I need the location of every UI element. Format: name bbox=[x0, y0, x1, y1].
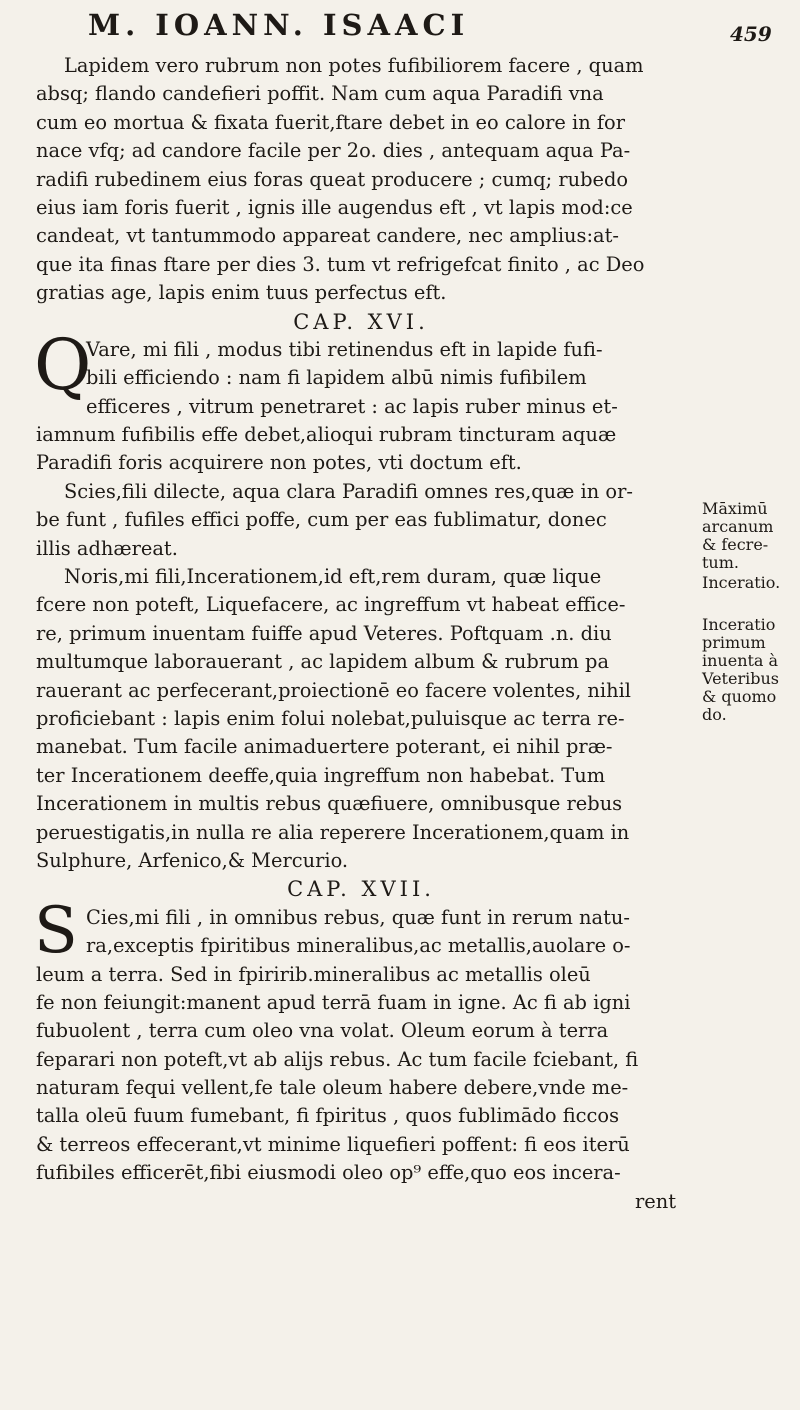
margin-note-line: inuenta à bbox=[702, 651, 779, 670]
text-line: cum eo mortua & fixata fuerit,ftare debet in eo calore in for bbox=[36, 110, 626, 134]
text-line-content: Vare, mi fili , modus tibi retinendus eft in lapide fufi- bbox=[86, 337, 603, 361]
margin-note-line: primum bbox=[702, 633, 766, 652]
margin-note-line: tum. bbox=[702, 553, 739, 572]
margin-note-line: do. bbox=[702, 705, 727, 724]
paragraph-noris bbox=[36, 563, 686, 875]
text-line: manebat. Tum facile animaduertere poterant, ei nihil præ- bbox=[36, 735, 613, 759]
margin-note-line: Veteribus bbox=[702, 669, 779, 688]
main-text bbox=[36, 52, 686, 1216]
text-line: iamnum fufibilis effe debet,alioqui rubram tincturam aquæ bbox=[36, 423, 617, 447]
text-line: & terreos effecerant,vt minime liquefieri poffent: fi eos iterū bbox=[36, 1132, 630, 1156]
text-line: Scies,fili dilecte, aqua clara Paradifi omnes res,quæ in or- bbox=[64, 479, 633, 503]
text-line: Sulphure, Arfenico,& Mercurio. bbox=[36, 848, 349, 872]
margin-note-line: & fecre- bbox=[702, 535, 769, 554]
text-line: fufibiles efficerēt,fibi eiusmodi oleo op⁹ effe,quo eos incera- bbox=[36, 1161, 621, 1185]
text-line: multumque laborauerant , ac lapidem album & rubrum pa bbox=[36, 650, 610, 674]
text-line: Lapidem vero rubrum non potes fufibiliorem facere , quam bbox=[64, 54, 644, 77]
text-line: rauerant ac perfecerant,proiectionē eo facere volentes, nihil bbox=[36, 678, 631, 702]
drop-cap: S bbox=[34, 893, 78, 968]
text-line: illis adhæreat. bbox=[36, 536, 178, 560]
text-line: leum a terra. Sed in fpiririb.mineralibus ac metallis oleū bbox=[36, 962, 591, 986]
text-line-content: Cies,mi fili , in omnibus rebus, quæ funt in rerum natu- bbox=[86, 905, 630, 929]
text-line: gratias age, lapis enim tuus perfectus eft. bbox=[36, 281, 447, 305]
margin-note-line: arcanum bbox=[702, 517, 774, 536]
margin-note-line: Inceratio. bbox=[702, 573, 781, 592]
paragraph-scies bbox=[36, 478, 686, 563]
drop-cap: Q bbox=[34, 323, 92, 406]
text-line: efficeres , vitrum penetraret : ac lapis ruber minus et- bbox=[86, 394, 618, 418]
text-line: ter Incerationem deeffe,quia ingreffum non habebat. Tum bbox=[36, 763, 606, 787]
text-line: Incerationem in multis rebus quæfiuere, omnibusque rebus bbox=[36, 792, 623, 816]
text-line: be funt , fufiles effici poffe, cum per eas fublimatur, donec bbox=[36, 508, 607, 532]
running-head: M. IOANN. ISAACI bbox=[88, 8, 470, 42]
chapter-heading-16: CAP. XVI. bbox=[293, 309, 429, 334]
text-line: re, primum inuentam fuiffe apud Veteres. Poftquam .n. diu bbox=[36, 621, 612, 645]
text-line: fcere non poteft, Liquefacere, ac ingreffum vt habeat effice- bbox=[36, 593, 626, 617]
text-line: absq; flando candefieri poffit. Nam cum aqua Paradifi vna bbox=[36, 82, 604, 106]
paragraph-scies-mi-fili bbox=[34, 893, 686, 1188]
text-line: que ita finas ftare per dies 3. tum vt refrigefcat finito , ac Deo bbox=[36, 252, 645, 276]
catchword: rent bbox=[634, 1189, 676, 1213]
text-line: eius iam foris fuerit , ignis ille augendus eft , vt lapis mod:ce bbox=[36, 195, 633, 219]
paragraph-lapidem bbox=[36, 52, 686, 308]
paragraph-quare bbox=[34, 323, 686, 478]
text-line: peruestigatis,in nulla re alia reperere Incerationem,quam in bbox=[36, 820, 630, 844]
text-line: radifi rubedinem eius foras queat producere ; cumq; rubedo bbox=[36, 167, 629, 191]
text-line: naturam fequi vellent,fe tale oleum habere debere,vnde me- bbox=[36, 1076, 629, 1100]
margin-note-inceratio-primum bbox=[702, 616, 779, 724]
text-line: candeat, vt tantummodo appareat candere, nec amplius:at- bbox=[36, 224, 619, 248]
page-number: 459 bbox=[730, 22, 772, 46]
chapter-heading-17: CAP. XVII. bbox=[287, 877, 435, 902]
margin-note-maximum-arcanum bbox=[702, 500, 773, 572]
margin-note-line: Māximū bbox=[702, 499, 768, 518]
text-line: proficiebant : lapis enim folui nolebat,puluisque ac terra re- bbox=[36, 706, 625, 730]
text-line: feparari non poteft,vt ab alijs rebus. Ac tum facile fciebant, fi bbox=[36, 1047, 639, 1071]
text-line: fubuolent , terra cum oleo vna volat. Oleum eorum à terra bbox=[36, 1019, 609, 1043]
page-header bbox=[0, 0, 800, 48]
text-line: fe non feiungit:manent apud terrā fuam in igne. Ac fi ab igni bbox=[36, 990, 631, 1014]
margin-note-line: Inceratio bbox=[702, 615, 776, 634]
text-line: Noris,mi fili,Incerationem,id eft,rem duram, quæ lique bbox=[64, 565, 602, 589]
text-line: nace vfq; ad candore facile per 2o. dies , antequam aqua Pa- bbox=[36, 139, 631, 163]
text-line: talla oleū fuum fumebant, fi fpiritus , quos fublimādo ficcos bbox=[36, 1104, 620, 1128]
text-line: ra,exceptis fpiritibus mineralibus,ac metallis,auolare o- bbox=[86, 934, 631, 958]
margin-note-inceratio bbox=[702, 574, 780, 592]
margin-note-line: & quomo bbox=[702, 687, 777, 706]
text-line: bili efficiendo : nam fi lapidem albū nimis fufibilem bbox=[86, 366, 587, 390]
text-line: Paradifi foris acquirere non potes, vti doctum eft. bbox=[36, 451, 522, 475]
